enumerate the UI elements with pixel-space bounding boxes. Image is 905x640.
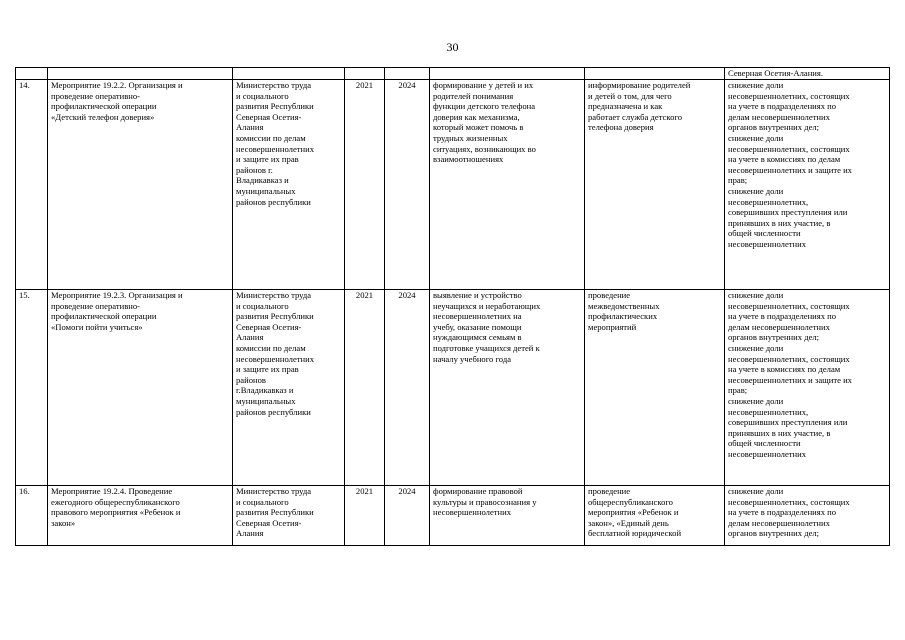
start-year: 2021 [345,486,385,546]
result: снижение доли несовершеннолетних, состоящих на учете в подразделениях по делам несовершеннолетних органов внутренних дел; [725,486,890,546]
cell-content [585,68,725,80]
cell-event [48,68,233,80]
executor: Министерство труда и социального развития Республики Северная Осетия- Алания [233,486,345,546]
events-table [15,67,890,546]
table-row [16,290,890,486]
cell-executor [233,68,345,80]
cell-start [345,68,385,80]
cell-num [16,68,48,80]
row-number: 15. [16,290,48,486]
table-row [16,486,890,546]
continuation-row [16,68,890,80]
start-year: 2021 [345,290,385,486]
result: снижение доли несовершеннолетних, состоящих на учете в подразделениях по делам несовершеннолетних органов внутренних дел; снижение доли несовершеннолетних, состоящих на учете в комиссиях по делам несовершеннолетних и защите их прав; снижение доли несовершеннолетних, совершивших преступления или принявших в них участие, в общей численности несовершеннолетних [725,80,890,290]
event-name: Мероприятие 19.2.2. Организация и проведение оперативно- профилактической операции «Детский телефон доверия» [48,80,233,290]
end-year: 2024 [385,80,430,290]
row-number: 16. [16,486,48,546]
result: снижение доли несовершеннолетних, состоящих на учете в подразделениях по делам несовершеннолетних органов внутренних дел; снижение доли несовершеннолетних, состоящих на учете в комиссиях по делам несовершеннолетних и защите их прав; снижение доли несовершеннолетних, совершивших преступления или принявших в них участие, в общей численности несовершеннолетних [725,290,890,486]
content: информирование родителей и детей о том, для чего предназначена и как работает служба детского телефона доверия [585,80,725,290]
table-row [16,80,890,290]
content: проведение межведомственных профилактических мероприятий [585,290,725,486]
cell-end [385,68,430,80]
event-name: Мероприятие 19.2.3. Организация и проведение оперативно- профилактической операции «Помоги пойти учиться» [48,290,233,486]
goal: формирование правовой культуры и правосознания у несовершеннолетних [430,486,585,546]
page-number: 30 [446,40,459,54]
end-year: 2024 [385,486,430,546]
row-number: 14. [16,80,48,290]
end-year: 2024 [385,290,430,486]
cell-goal [430,68,585,80]
event-name: Мероприятие 19.2.4. Проведение ежегодного общереспубликанского правового мероприятия «Ребенок и закон» [48,486,233,546]
content: проведение общереспубликанского мероприятия «Ребенок и закон», «Единый день бесплатной юридической [585,486,725,546]
start-year: 2021 [345,80,385,290]
goal: формирование у детей и их родителей понимания функции детского телефона доверия как механизма, который может помочь в трудных жизненных ситуациях, возникающих во взаимоотношениях [430,80,585,290]
cell-result: Северная Осетия-Алания. [725,68,890,80]
executor: Министерство труда и социального развития Республики Северная Осетия- Алания комиссии по делам несовершеннолетних и защите их прав районов г. Владикавказ и муниципальных районов республики [233,80,345,290]
executor: Министерство труда и социального развития Республики Северная Осетия- Алания комиссии по делам несовершеннолетних и защите их прав районов г.Владикавказ и муниципальных районов республики [233,290,345,486]
goal: выявление и устройство неучащихся и неработающих несовершеннолетних на учебу, оказание помощи нуждающимся семьям в подготовке учащихся детей к началу учебного года [430,290,585,486]
